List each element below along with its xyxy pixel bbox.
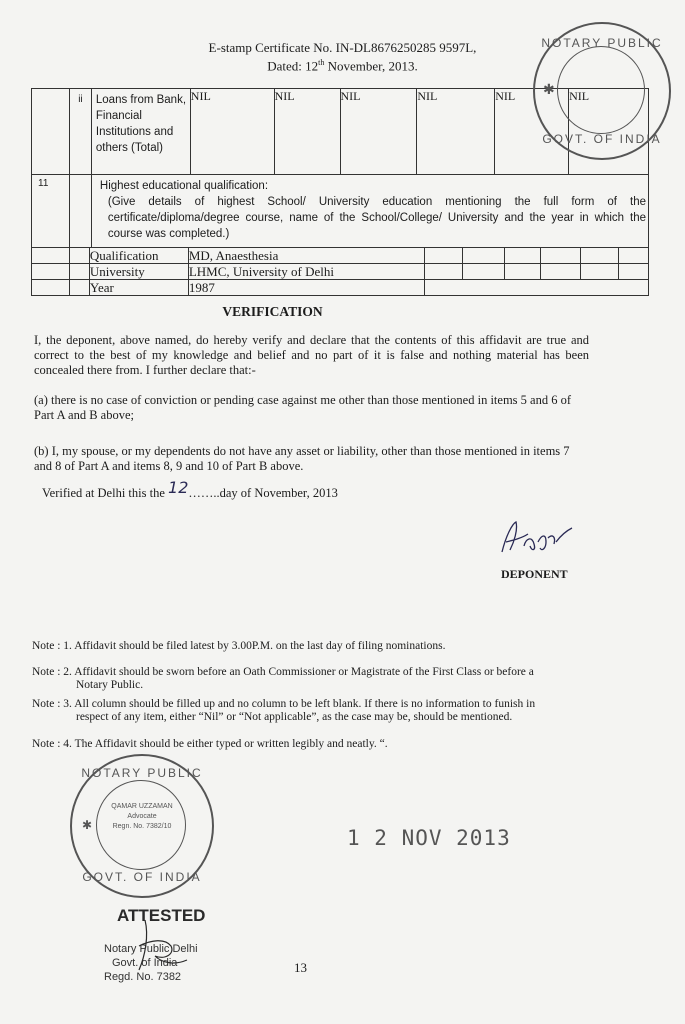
loans-label: Loans from Bank, Financial Institutions and others (Total) bbox=[91, 89, 190, 175]
row-index: ii bbox=[69, 89, 91, 175]
notary-details: Notary Public Delhi Govt. of India Regd. No. 7382 bbox=[104, 943, 198, 983]
verification-heading: VERIFICATION bbox=[222, 304, 323, 319]
note-2: Note : 2. Affidavit should be sworn before an Oath Commissioner or Magistrate of the First Class or before a Notary Public. bbox=[32, 666, 534, 691]
deponent-label: DEPONENT bbox=[501, 567, 568, 581]
attested-stamp: ATTESTED bbox=[117, 906, 206, 925]
education-row bbox=[32, 175, 649, 248]
notary-seal-top bbox=[533, 22, 671, 160]
row-number: 11 bbox=[32, 175, 70, 248]
seal-bottom-text: GOVT. OF INDIA bbox=[542, 132, 662, 146]
certificate-number: E-stamp Certificate No. IN-DL8676250285 9597L, bbox=[208, 40, 477, 55]
nil-cell: NIL bbox=[569, 89, 649, 175]
qualification-table bbox=[31, 247, 649, 296]
qualification-value: MD, Anaesthesia bbox=[188, 248, 425, 264]
notary-signature bbox=[125, 916, 195, 976]
handwritten-day: 12 bbox=[168, 478, 189, 497]
date-stamp: 1 2 NOV 2013 bbox=[347, 826, 511, 850]
education-title: Highest educational qualification: bbox=[99, 180, 269, 192]
year-label: Year bbox=[89, 280, 188, 296]
university-label: University bbox=[89, 264, 188, 280]
verified-line: Verified at Delhi this the 12……..day of November, 2013 bbox=[42, 478, 338, 500]
star-icon: ✱ bbox=[82, 818, 93, 832]
nil-cell: NIL bbox=[274, 89, 340, 175]
page-number: 13 bbox=[294, 960, 307, 975]
note-4: Note : 4. The Affidavit should be either typed or written legibly and neatly. “. bbox=[32, 738, 388, 750]
star-icon: ✱ bbox=[543, 83, 555, 98]
university-row bbox=[32, 264, 649, 280]
qualification-label: Qualification bbox=[89, 248, 188, 264]
year-value: 1987 bbox=[188, 280, 425, 296]
nil-cell: NIL bbox=[190, 89, 274, 175]
nil-cell: NIL bbox=[417, 89, 495, 175]
qualification-row bbox=[32, 248, 649, 264]
university-value: LHMC, University of Delhi bbox=[188, 264, 425, 280]
nil-cell: NIL bbox=[495, 89, 569, 175]
note-3: Note : 3. All column should be filled up and no column to be left blank. If there is no information to funish in respect of any item, either “Nil” or “Not applicable”, as the case may be, should be mentioned. bbox=[32, 698, 536, 723]
note-1: Note : 1. Affidavit should be filed latest by 3.00P.M. on the last day of filing nominations. bbox=[32, 640, 446, 652]
clause-b: (b) I, my spouse, or my dependents do not have any asset or liability, other than those mentioned in items 7 and 8 of Part A and items 8, 9 and 10 of Part B above. bbox=[34, 444, 570, 473]
seal-details: QAMAR UZZAMAN Advocate Regn. No. 7382/10 bbox=[111, 803, 173, 830]
seal-top-text: NOTARY PUBLIC bbox=[541, 36, 663, 50]
year-row bbox=[32, 280, 649, 296]
certificate-date: Dated: 12th November, 2013. bbox=[267, 58, 418, 74]
verification-intro: I, the deponent, above named, do hereby verify and declare that the contents of this affidavit are true and correct to the best of my knowledge and belief and no part of it is false and nothing material has been concealed there from. I further declare that:- bbox=[34, 333, 589, 377]
nil-cell: NIL bbox=[340, 89, 417, 175]
deponent-signature bbox=[496, 516, 578, 560]
clause-a: (a) there is no case of conviction or pending case against me other than those mentioned in items 5 and 6 of Part A and B above; bbox=[34, 393, 571, 422]
education-details: (Give details of highest School/ University education mentioning the full form of the certificate/diploma/degree course, name of the School/College/ University and the year in which the course was completed.) bbox=[107, 196, 646, 240]
notary-seal-bottom: NOTARY PUBLIC GOVT. OF INDIA QAMAR UZZAMAN Advocate Regn. No. 7382/10 ✱ bbox=[70, 754, 214, 898]
